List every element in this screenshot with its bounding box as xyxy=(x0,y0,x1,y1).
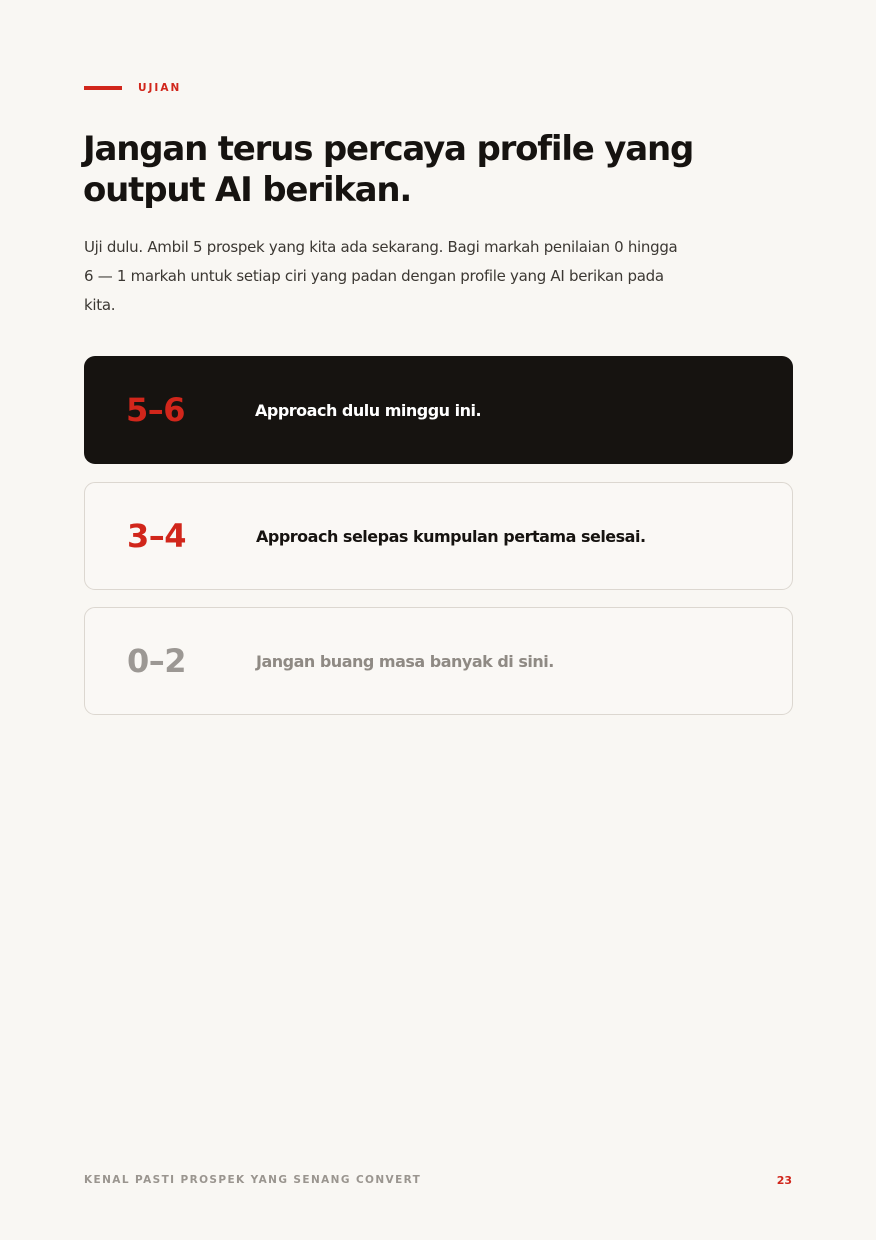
page-number: 23 xyxy=(776,1174,792,1187)
score-card-medium xyxy=(84,482,793,590)
score-description: Approach dulu minggu ini. xyxy=(255,400,482,420)
footer-book-title: KENAL PASTI PROSPEK YANG SENANG CONVERT xyxy=(84,1174,422,1186)
score-range: 0–2 xyxy=(127,642,187,680)
score-range: 3–4 xyxy=(127,517,187,555)
score-range: 5–6 xyxy=(126,391,186,429)
page-title: Jangan terus percaya profile yang output AI berikan. xyxy=(83,129,694,210)
section-eyebrow xyxy=(84,82,181,94)
score-description: Jangan buang masa banyak di sini. xyxy=(256,651,554,671)
score-description: Approach selepas kumpulan pertama selesai. xyxy=(256,526,646,546)
score-card-high xyxy=(84,356,793,464)
intro-paragraph: Uji dulu. Ambil 5 prospek yang kita ada sekarang. Bagi markah penilaian 0 hingga 6 — 1 markah untuk setiap ciri yang padan dengan profile yang AI berikan pada kita. xyxy=(84,238,678,314)
eyebrow-label: UJIAN xyxy=(138,82,182,94)
score-card-low xyxy=(84,607,793,715)
eyebrow-rule xyxy=(84,86,122,90)
